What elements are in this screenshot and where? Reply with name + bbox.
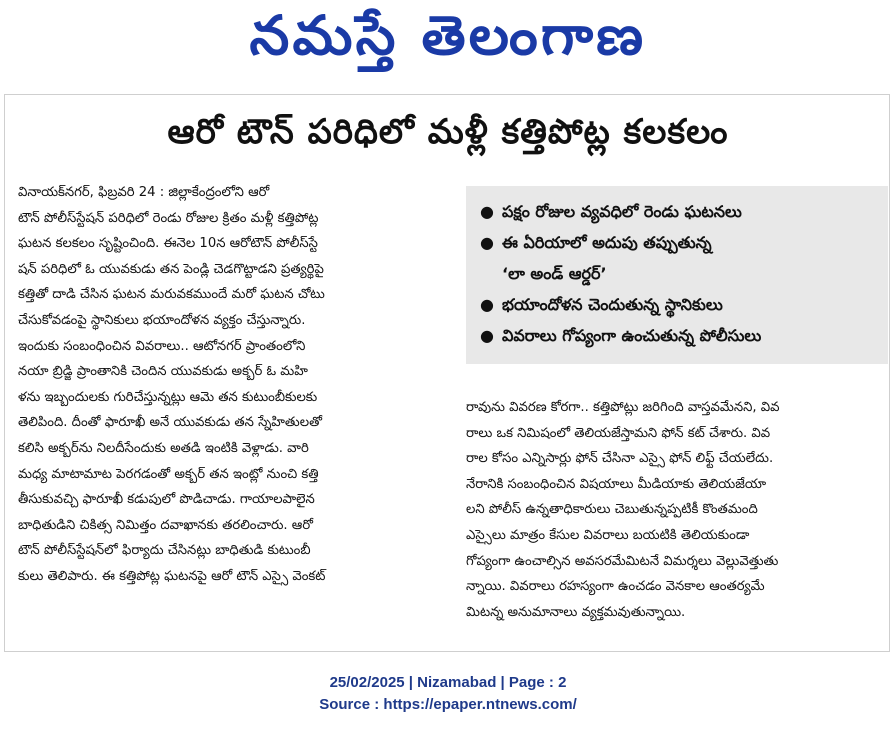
article-line: ఇందుకు సంబంధించిన వివరాలు.. ఆటోనగర్ ప్రాంతంలోని xyxy=(18,338,306,354)
article-line: ఘటన కలకలం సృష్టించింది. ఈనెల 10న ఆరోటౌన్ పోలీస్‌స్టే xyxy=(18,236,318,252)
article-line: ఎస్సైలు మాత్రం కేసుల వివరాలు బయటికి తెలియకుండా xyxy=(466,527,750,543)
highlights-list xyxy=(466,186,888,351)
bullet-icon: ● xyxy=(480,295,494,314)
article-left-column xyxy=(18,180,448,590)
article-line: మిటన్న అనుమానాలు వ్యక్తమవుతున్నాయి. xyxy=(466,604,686,620)
highlight-text: భయాందోళన చెందుతున్న స్థానికులు xyxy=(502,295,723,314)
article-line: చేసుకోవడంపై స్థానికులు భయాందోళన వ్యక్తం చేస్తున్నారు. xyxy=(18,312,306,328)
article-line: న్నాయి. వివరాలు రహస్యంగా ఉంచడం వెనకాల ఆంతర్యమే xyxy=(466,579,765,595)
highlight-item xyxy=(480,227,888,289)
article-line: గోప్యంగా ఉంచాల్సిన అవసరమేమిటనే విమర్శలు వెల్లువెత్తుతు xyxy=(466,553,779,569)
article-line: తెలిపింది. దీంతో ఫారూఖీ అనే యువకుడు తన స్నేహితులతో xyxy=(18,415,322,431)
highlight-text: వివరాలు గోప్యంగా ఉంచుతున్న పోలీసులు xyxy=(502,326,762,345)
article-headline: ఆరో టౌన్ పరిధిలో మళ్లీ కత్తిపోట్ల కలకలం xyxy=(167,112,729,152)
highlight-text: ఈ ఏరియాలో అదుపు తప్పుతున్న xyxy=(502,233,712,252)
highlight-text: పక్షం రోజుల వ్యవధిలో రెండు ఘటనలు xyxy=(502,202,742,221)
bullet-icon: ● xyxy=(480,326,494,345)
highlight-item xyxy=(480,196,888,227)
article-line: టౌన్ పోలీస్‌స్టేషన్ పరిధిలో రెండు రోజుల క్రితం మళ్లీ కత్తిపోట్ల xyxy=(18,210,319,226)
article-line: మధ్య మాటామాట పెరగడంతో అక్బర్ తన ఇంట్లో నుంచి కత్తి xyxy=(18,466,319,482)
newspaper-logo: నమస్తే తెలంగాణ xyxy=(249,4,647,67)
bullet-icon: ● xyxy=(480,233,494,252)
article-line: వినాయక్‌నగర్, ఫిబ్రవరి 24 : జిల్లాకేంద్రంలోని ఆరో xyxy=(18,185,270,200)
article-line: రావును వివరణ కోరగా.. కత్తిపోట్లు జరిగింది వాస్తవమేనని, వివ xyxy=(466,400,780,415)
highlight-item xyxy=(480,320,888,351)
article-line: కలిసి అక్బర్‌ను నిలదీసేందుకు అతడి ఇంటికి వెళ్లాడు. వారి xyxy=(18,440,309,456)
article-line: నేరానికి సంబంధించిన విషయాలు మీడియాకు తెలియజేయా xyxy=(466,476,767,492)
article-line: రాల కోసం ఎన్నిసార్లు ఫోన్ చేసినా ఎస్సై ఫోన్ లిఫ్ట్ చేయలేదు. xyxy=(466,451,774,467)
article-line: షన్ పరిధిలో ఓ యువకుడు తన పెండ్లి చెడగొట్టాడని ప్రత్యర్థిపై xyxy=(18,261,324,277)
article-line: ళను ఇబ్బందులకు గురిచేస్తున్నట్లు ఆమె తన కుటుంబీకులకు xyxy=(18,389,318,405)
page-footer xyxy=(0,672,896,716)
article-line: తీసుకువచ్చి ఫారూఖీ కడుపులో పొడిచాడు. గాయాలపాలైన xyxy=(18,492,315,508)
bullet-icon: ● xyxy=(480,202,494,221)
article-line: బాధితుడిని చికిత్స నిమిత్తం దవాఖానకు తరలించారు. ఆరో xyxy=(18,517,313,533)
highlight-text: ‘లా అండ్ ఆర్డర్’ xyxy=(502,264,607,283)
highlight-item xyxy=(480,289,888,320)
article-line: నయా బ్రిడ్జి ప్రాంతానికి చెందిన యువకుడు అక్బర్ ఓ మహి xyxy=(18,364,308,380)
article-line: కులు తెలిపారు. ఈ కత్తిపోట్ల ఘటనపై ఆరో టౌన్ ఎస్సై వెంకట్ xyxy=(18,568,326,584)
article-line: కత్తితో దాడి చేసిన ఘటన మరువకముందే మరో ఘటన చోటు xyxy=(18,287,325,303)
article-line: టౌన్ పోలీస్‌స్టేషన్‌లో ఫిర్యాదు చేసినట్లు బాధితుడి కుటుంబీ xyxy=(18,543,311,559)
masthead xyxy=(0,0,896,92)
article-line: లని పోలీస్ ఉన్నతాధికారులు చెబుతున్నప్పటికీ కొంతమంది xyxy=(466,502,758,518)
footer-source: Source : https://epaper.ntnews.com/ xyxy=(319,696,577,713)
article-line: రాలు ఒక నిమిషంలో తెలియజేస్తామని ఫోన్ కట్ చేశారు. వివ xyxy=(466,425,771,441)
article-right-column xyxy=(466,395,888,625)
highlights-box xyxy=(466,186,888,364)
footer-date-edition: 25/02/2025 | Nizamabad | Page : 2 xyxy=(329,674,567,691)
